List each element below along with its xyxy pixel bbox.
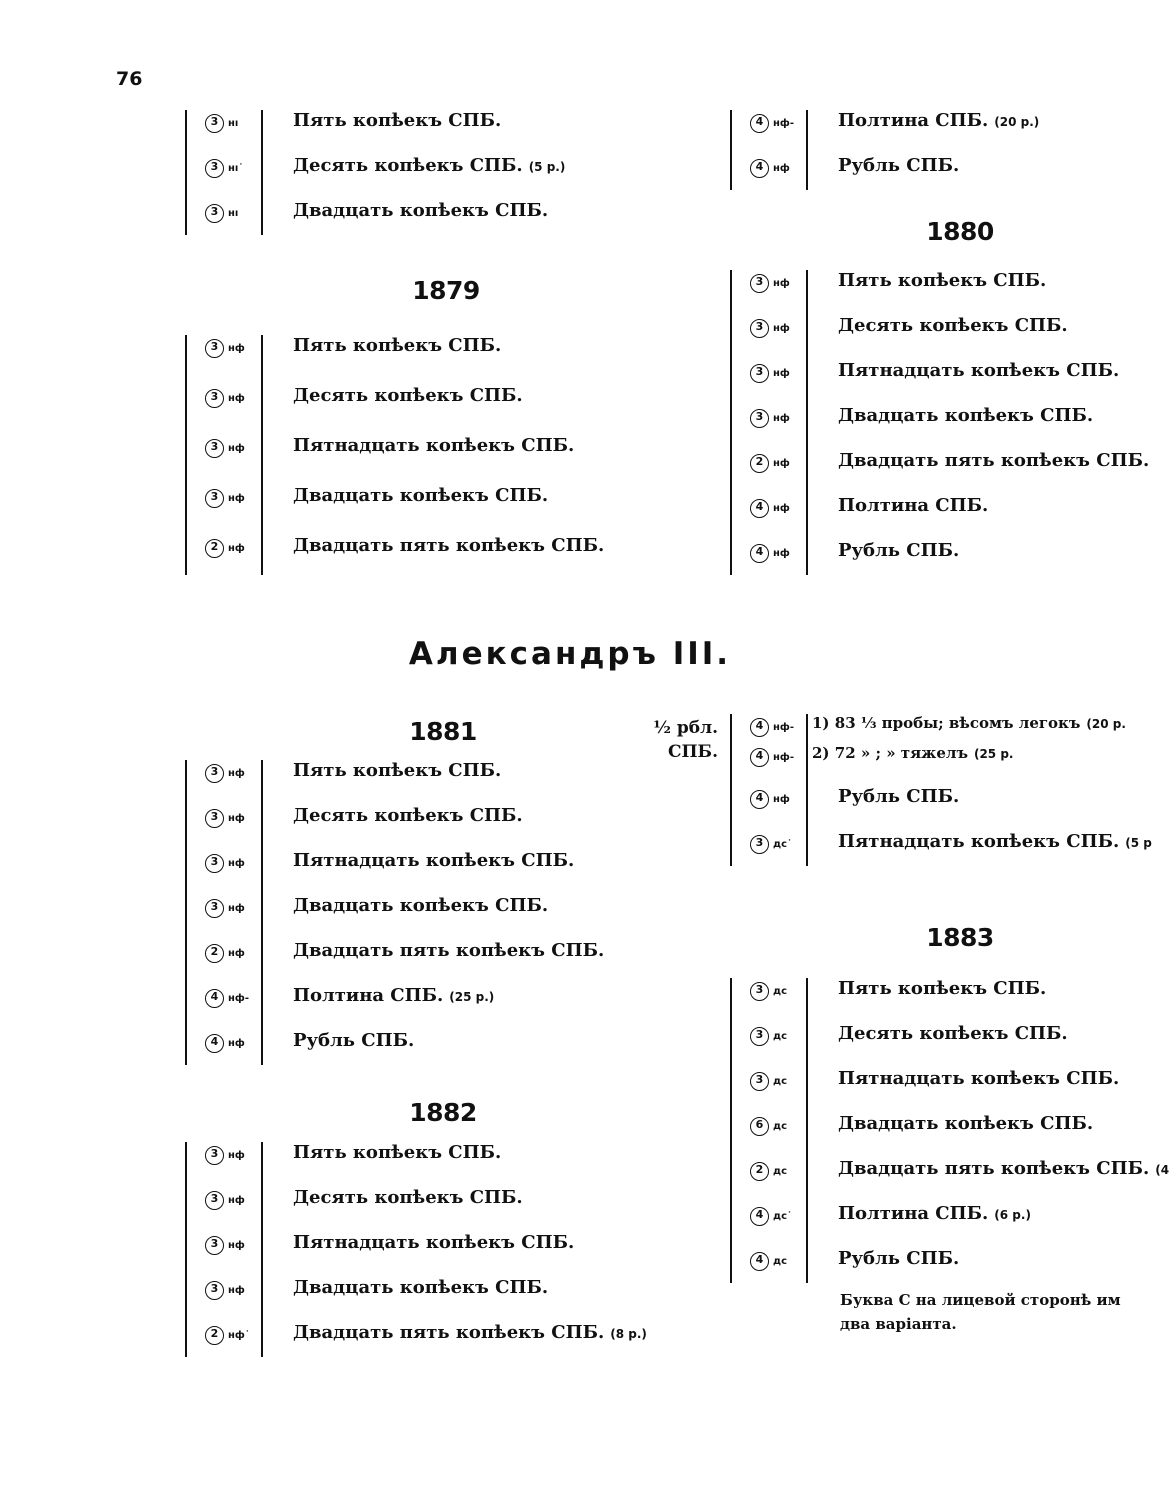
circled-number: 3 — [205, 339, 224, 358]
coin-description — [293, 940, 610, 961]
coin-description — [838, 786, 965, 807]
coin-description — [293, 1232, 580, 1253]
coin-name: 2) 72 » ; » тяжелъ — [812, 744, 968, 762]
circled-number: 3 — [205, 159, 224, 178]
circled-number: 3 — [205, 489, 224, 508]
year-heading-1882: 1882 — [409, 1098, 477, 1127]
coin-name: Пять копѣекъ СПБ. — [838, 270, 1047, 291]
denomination-badge — [205, 539, 245, 558]
mint-mark: нф — [773, 503, 790, 514]
coin-name: Пять копѣекъ СПБ. — [293, 335, 502, 356]
coin-description — [293, 110, 507, 131]
denomination-badge — [205, 989, 249, 1008]
price-note: (25 р.) — [449, 990, 495, 1004]
circled-number: 3 — [205, 899, 224, 918]
column-rule-right — [806, 978, 808, 1283]
mint-mark: дс — [773, 1031, 788, 1042]
mint-mark: дс — [773, 1166, 788, 1177]
column-rule-right — [261, 110, 263, 235]
page-number: 76 — [116, 68, 143, 90]
coin-description — [838, 1158, 1169, 1179]
section-title: Александръ III. — [408, 636, 732, 672]
circled-number: 4 — [750, 499, 769, 518]
coin-name: 1) 83 ⅓ пробы; вѣсомъ легокъ — [812, 714, 1081, 732]
circled-number: 3 — [750, 835, 769, 854]
coin-name: Пятнадцать копѣекъ СПБ. — [838, 831, 1120, 852]
mint-mark: нф — [228, 1038, 245, 1049]
circled-number: 3 — [205, 764, 224, 783]
column-rule-right — [261, 335, 263, 575]
mint-mark: нф — [773, 163, 790, 174]
column-rule-right — [261, 1142, 263, 1357]
mint-mark: дс — [773, 1256, 788, 1267]
coin-name: Десять копѣекъ СПБ. — [293, 1187, 523, 1208]
circled-number: 2 — [750, 1162, 769, 1181]
price-note: (5 р.) — [528, 160, 566, 174]
footnote-1883: Буква С на лицевой сторонѣ им два варіанта. — [840, 1291, 1121, 1333]
price-note: (8 р.) — [610, 1327, 647, 1341]
mint-mark: дс˙ — [773, 1211, 793, 1222]
denomination-badge — [205, 1191, 245, 1210]
circled-number: 3 — [205, 204, 224, 223]
denomination-badge — [205, 1236, 245, 1255]
mint-mark: нф — [773, 413, 790, 424]
year-heading-1880: 1880 — [926, 217, 994, 246]
coin-description — [293, 385, 529, 406]
column-rule-left — [185, 110, 187, 235]
circled-number: 4 — [750, 544, 769, 563]
coin-description — [838, 110, 1039, 131]
coin-description — [293, 335, 507, 356]
circled-number: 3 — [205, 854, 224, 873]
mint-mark: нф — [228, 543, 245, 554]
mint-mark: дс — [773, 986, 788, 997]
denomination-badge — [205, 159, 243, 178]
coin-description — [293, 1322, 647, 1343]
denomination-badge — [205, 439, 245, 458]
coin-name: Двадцать копѣекъ СПБ. — [838, 1113, 1094, 1134]
circled-number: 2 — [205, 944, 224, 963]
coin-name: Полтина СПБ. — [838, 1203, 989, 1224]
circled-number: 3 — [205, 1191, 224, 1210]
block-1882 — [185, 1142, 647, 1357]
coin-description — [293, 760, 507, 781]
circled-number: 3 — [750, 319, 769, 338]
mint-mark: нф — [228, 1285, 245, 1296]
denomination-badge — [750, 319, 790, 338]
coin-description — [838, 270, 1052, 291]
column-rule-left — [730, 270, 732, 575]
denomination-badge — [750, 1252, 787, 1271]
mint-mark: нф- — [228, 993, 249, 1004]
price-note: (25 р. — [973, 747, 1014, 761]
denomination-badge — [750, 364, 790, 383]
price-note: (6 р.) — [994, 1208, 1031, 1222]
coin-name: Двадцать копѣекъ СПБ. — [838, 405, 1094, 426]
mint-mark: нф- — [773, 722, 794, 733]
coin-name: Пять копѣекъ СПБ. — [293, 110, 502, 131]
coin-name: Двадцать копѣекъ СПБ. — [293, 1277, 549, 1298]
half-ruble-label-line1: ½ рбл. — [653, 718, 718, 738]
coin-name: Двадцать пять копѣекъ СПБ. — [293, 940, 605, 961]
circled-number: 3 — [205, 1146, 224, 1165]
column-rule-left — [730, 978, 732, 1283]
coin-description — [293, 435, 580, 456]
mint-mark: дс — [773, 1076, 788, 1087]
mint-mark: нф — [228, 393, 245, 404]
circled-number: 6 — [750, 1117, 769, 1136]
block-top-right — [730, 110, 1140, 190]
coin-description — [838, 831, 1152, 852]
denomination-badge — [205, 899, 245, 918]
denomination-badge — [750, 718, 794, 737]
coin-name: Десять копѣекъ СПБ. — [838, 315, 1068, 336]
mint-mark: нф — [228, 1195, 245, 1206]
mint-mark: нф — [773, 794, 790, 805]
denomination-badge — [750, 114, 794, 133]
circled-number: 3 — [750, 1072, 769, 1091]
coin-name: Пятнадцать копѣекъ СПБ. — [293, 1232, 575, 1253]
block-half-ruble — [730, 714, 1152, 866]
coin-description — [838, 155, 965, 176]
coin-name: Рубль СПБ. — [838, 155, 960, 176]
coin-description — [293, 985, 494, 1006]
circled-number: 4 — [205, 989, 224, 1008]
half-ruble-label — [628, 716, 718, 764]
coin-name: Десять копѣекъ СПБ. — [293, 805, 523, 826]
column-rule-right — [806, 270, 808, 575]
coin-name: Десять копѣекъ СПБ. — [838, 1023, 1068, 1044]
denomination-badge — [205, 204, 238, 223]
coin-name: Полтина СПБ. — [293, 985, 444, 1006]
coin-name: Пятнадцать копѣекъ СПБ. — [293, 850, 575, 871]
price-note: (20 р. — [1086, 717, 1126, 731]
coin-description — [293, 805, 529, 826]
coin-name: Двадцать пять копѣекъ СПБ. — [838, 450, 1150, 471]
denomination-badge — [205, 809, 245, 828]
mint-mark: нф˙ — [228, 1330, 250, 1341]
circled-number: 3 — [205, 439, 224, 458]
denomination-badge — [750, 748, 794, 767]
year-heading-1883: 1883 — [926, 923, 994, 952]
denomination-badge — [750, 409, 790, 428]
mint-mark: нф — [228, 443, 245, 454]
denomination-badge — [750, 982, 787, 1001]
coin-name: Пять копѣекъ СПБ. — [838, 978, 1047, 999]
denomination-badge — [205, 389, 245, 408]
coin-name: Двадцать пять копѣекъ СПБ. — [293, 535, 605, 556]
column-rule-left — [730, 110, 732, 190]
denomination-badge — [750, 835, 792, 854]
denomination-badge — [205, 1146, 245, 1165]
denomination-badge — [750, 1027, 787, 1046]
circled-number: 4 — [205, 1034, 224, 1053]
circled-number: 3 — [750, 409, 769, 428]
coin-name: Двадцать копѣекъ СПБ. — [293, 200, 549, 221]
circled-number: 2 — [750, 454, 769, 473]
circled-number: 3 — [205, 1281, 224, 1300]
denomination-badge — [205, 1281, 245, 1300]
coin-description — [293, 895, 554, 916]
circled-number: 4 — [750, 159, 769, 178]
half-ruble-label-line2: СПБ. — [667, 742, 718, 762]
circled-number: 3 — [750, 364, 769, 383]
mint-mark: нф — [773, 323, 790, 334]
coin-name: Двадцать пять копѣекъ СПБ. — [838, 1158, 1150, 1179]
coin-description — [293, 485, 554, 506]
coin-description — [838, 978, 1052, 999]
coin-description — [838, 315, 1074, 336]
column-rule-left — [185, 760, 187, 1065]
column-rule-left — [185, 335, 187, 575]
column-rule-left — [185, 1142, 187, 1357]
coin-name: Полтина СПБ. — [838, 110, 989, 131]
mint-mark: дс — [773, 1121, 788, 1132]
coin-name: Двадцать копѣекъ СПБ. — [293, 485, 549, 506]
coin-description — [293, 1187, 529, 1208]
circled-number: 2 — [205, 1326, 224, 1345]
coin-description — [838, 360, 1125, 381]
denomination-badge — [750, 1162, 787, 1181]
coin-description — [293, 1277, 554, 1298]
coin-description — [293, 1142, 507, 1163]
circled-number: 3 — [205, 114, 224, 133]
mint-mark: нф — [228, 493, 245, 504]
coin-name: Двадцать копѣекъ СПБ. — [293, 895, 549, 916]
coin-description — [838, 1203, 1031, 1224]
coin-name: Двадцать пять копѣекъ СПБ. — [293, 1322, 605, 1343]
block-1879 — [185, 335, 605, 575]
coin-description — [838, 1023, 1074, 1044]
circled-number: 3 — [750, 274, 769, 293]
mint-mark: нф — [228, 768, 245, 779]
mint-mark: нı˙ — [228, 163, 244, 174]
year-heading-1881: 1881 — [409, 717, 477, 746]
block-1880 — [730, 270, 1150, 575]
mint-mark: нф — [773, 368, 790, 379]
price-note: (4 — [1155, 1163, 1169, 1177]
mint-mark: нı — [228, 118, 239, 129]
mint-mark: нф — [773, 458, 790, 469]
circled-number: 3 — [205, 389, 224, 408]
coin-description — [293, 155, 565, 176]
denomination-badge — [750, 499, 790, 518]
circled-number: 4 — [750, 1207, 769, 1226]
denomination-badge — [205, 339, 245, 358]
coin-description — [838, 1248, 965, 1269]
coin-name: Рубль СПБ. — [838, 1248, 960, 1269]
coin-description — [293, 200, 554, 221]
denomination-badge — [205, 489, 245, 508]
mint-mark: нı — [228, 208, 239, 219]
circled-number: 4 — [750, 114, 769, 133]
coin-name: Десять копѣекъ СПБ. — [293, 155, 523, 176]
denomination-badge — [205, 944, 245, 963]
mint-mark: нф — [228, 813, 245, 824]
coin-description — [293, 850, 580, 871]
coin-description — [838, 405, 1099, 426]
column-rule-right — [806, 714, 808, 866]
coin-description — [838, 1113, 1099, 1134]
denomination-badge — [205, 764, 245, 783]
mint-mark: нф — [228, 948, 245, 959]
circled-number: 4 — [750, 718, 769, 737]
coin-description — [293, 1030, 420, 1051]
coin-description — [812, 744, 1013, 762]
coin-name: Рубль СПБ. — [293, 1030, 415, 1051]
denomination-badge — [205, 1326, 250, 1345]
denomination-badge — [205, 1034, 245, 1053]
coin-name: Рубль СПБ. — [838, 540, 960, 561]
mint-mark: нф — [228, 903, 245, 914]
circled-number: 3 — [205, 809, 224, 828]
coin-name: Полтина СПБ. — [838, 495, 989, 516]
circled-number: 4 — [750, 1252, 769, 1271]
coin-name: Пять копѣекъ СПБ. — [293, 1142, 502, 1163]
year-heading-1879: 1879 — [412, 276, 480, 305]
coin-description — [838, 540, 965, 561]
coin-description — [838, 495, 994, 516]
circled-number: 3 — [750, 982, 769, 1001]
circled-number: 4 — [750, 748, 769, 767]
denomination-badge — [750, 159, 790, 178]
coin-description — [812, 714, 1126, 732]
denomination-badge — [750, 1207, 792, 1226]
block-top-left — [185, 110, 595, 235]
denomination-badge — [750, 1117, 787, 1136]
denomination-badge — [750, 790, 790, 809]
mint-mark: нф — [773, 548, 790, 559]
coin-name: Пять копѣекъ СПБ. — [293, 760, 502, 781]
mint-mark: нф — [773, 278, 790, 289]
denomination-badge — [205, 854, 245, 873]
coin-description — [838, 450, 1155, 471]
coin-name: Пятнадцать копѣекъ СПБ. — [293, 435, 575, 456]
mint-mark: нф — [228, 1150, 245, 1161]
mint-mark: нф- — [773, 752, 794, 763]
mint-mark: дс˙ — [773, 839, 793, 850]
circled-number: 2 — [205, 539, 224, 558]
denomination-badge — [205, 114, 238, 133]
coin-description — [838, 1068, 1125, 1089]
denomination-badge — [750, 274, 790, 293]
mint-mark: нф — [228, 343, 245, 354]
circled-number: 3 — [750, 1027, 769, 1046]
circled-number: 4 — [750, 790, 769, 809]
mint-mark: нф — [228, 858, 245, 869]
coin-name: Рубль СПБ. — [838, 786, 960, 807]
mint-mark: нф — [228, 1240, 245, 1251]
circled-number: 3 — [205, 1236, 224, 1255]
price-note: (5 р — [1125, 836, 1152, 850]
column-rule-right — [806, 110, 808, 190]
denomination-badge — [750, 544, 790, 563]
coin-name: Десять копѣекъ СПБ. — [293, 385, 523, 406]
denomination-badge — [750, 454, 790, 473]
block-1881 — [185, 760, 605, 1065]
column-rule-left — [730, 714, 732, 866]
coin-description — [293, 535, 610, 556]
coin-name: Пятнадцать копѣекъ СПБ. — [838, 1068, 1120, 1089]
mint-mark: нф- — [773, 118, 794, 129]
column-rule-right — [261, 760, 263, 1065]
block-1883 — [730, 978, 1169, 1283]
coin-name: Пятнадцать копѣекъ СПБ. — [838, 360, 1120, 381]
denomination-badge — [750, 1072, 787, 1091]
price-note: (20 р.) — [994, 115, 1040, 129]
